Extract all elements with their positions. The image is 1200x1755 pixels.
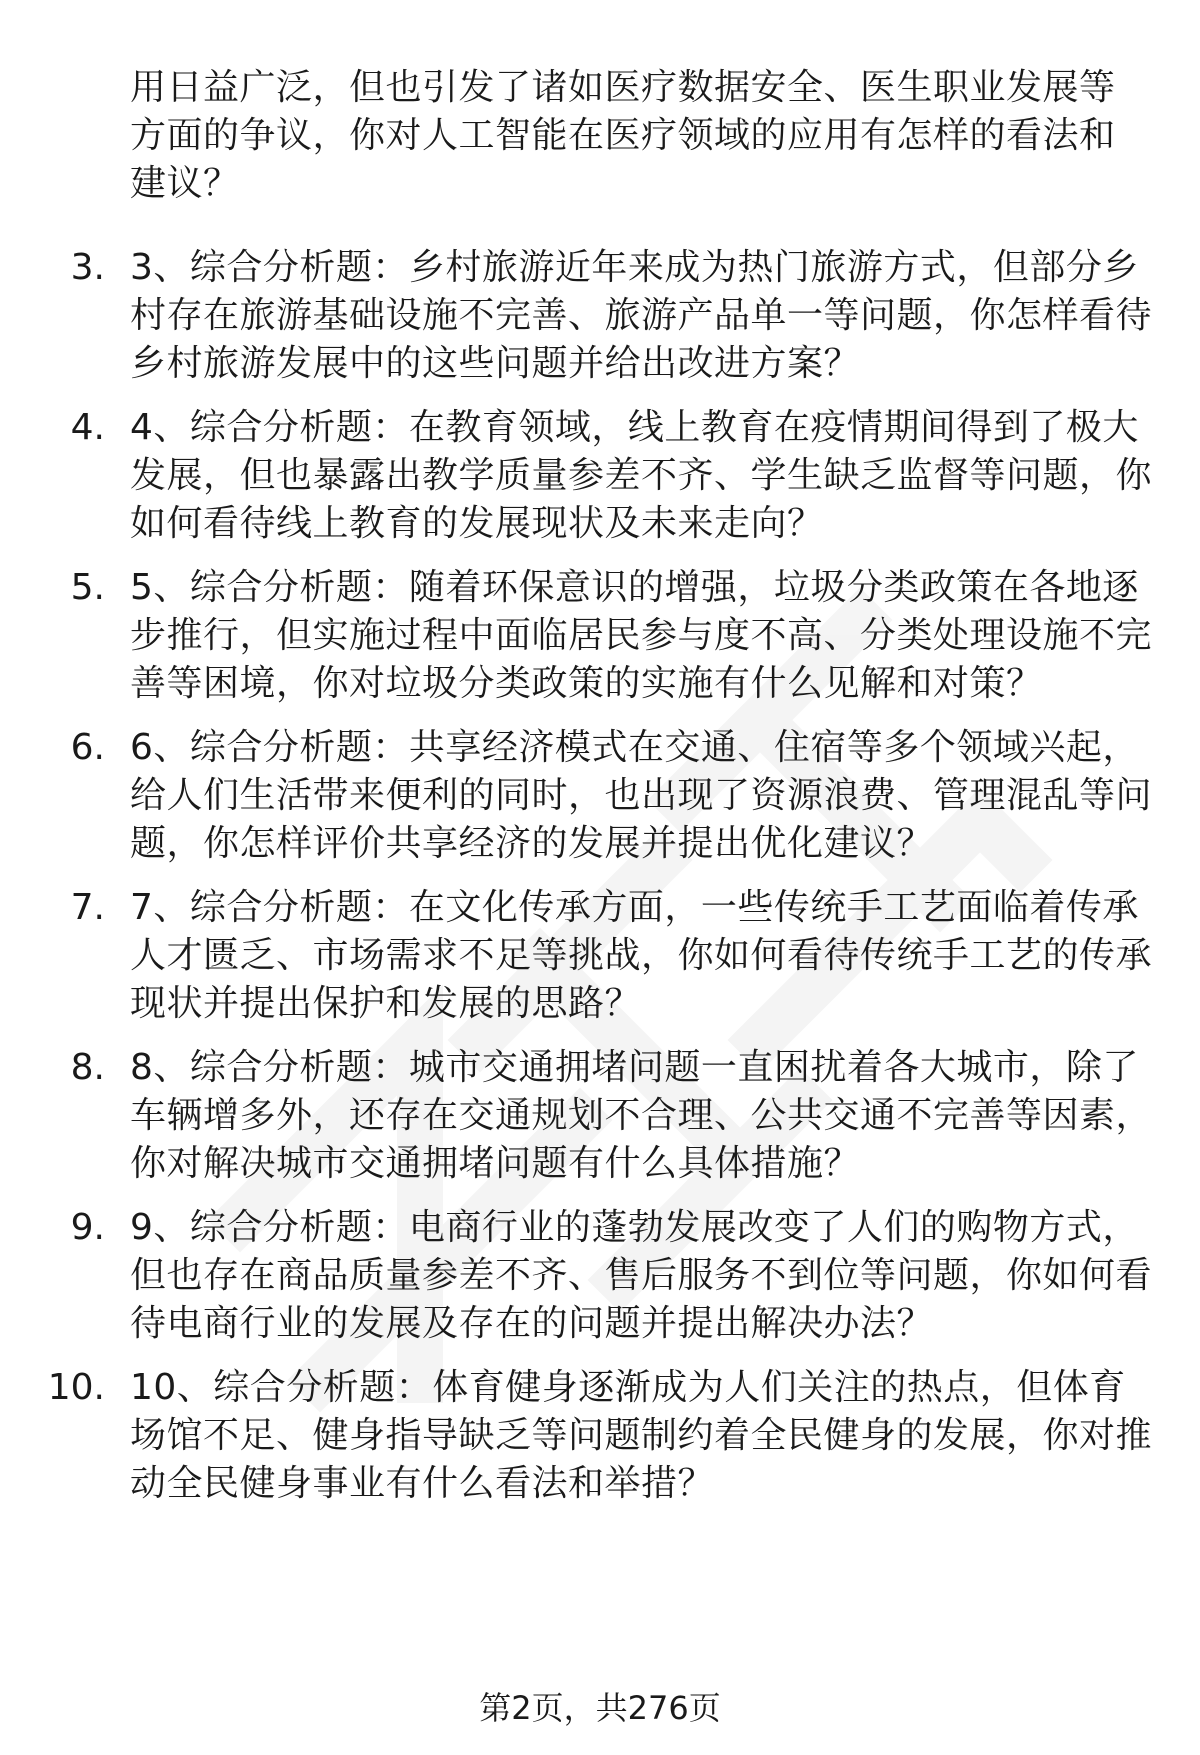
question-number: 10. [47, 1367, 105, 1408]
question-number: 6. [70, 727, 105, 768]
question-number: 7. [70, 887, 105, 928]
question-text: 8、综合分析题：城市交通拥堵问题一直困扰着各大城市，除了车辆增多外，还存在交通规划不合理、公共交通不完善等因素，你对解决城市交通拥堵问题有什么具体措施？ [130, 1047, 1153, 1184]
question-number: 8. [70, 1047, 105, 1088]
question-text: 9、综合分析题：电商行业的蓬勃发展改变了人们的购物方式，但也存在商品质量参差不齐、售后服务不到位等问题，你如何看待电商行业的发展及存在的问题并提出解决办法？ [130, 1207, 1153, 1344]
question-text: 4、综合分析题：在教育领域，线上教育在疫情期间得到了极大发展，但也暴露出教学质量参差不齐、学生缺乏监督等问题，你如何看待线上教育的发展现状及未来走向？ [130, 407, 1153, 544]
previous-question-continuation [130, 64, 1150, 208]
question-text: 6、综合分析题：共享经济模式在交通、住宿等多个领域兴起，给人们生活带来便利的同时，也出现了资源浪费、管理混乱等问题，你怎样评价共享经济的发展并提出优化建议？ [130, 727, 1153, 864]
page-footer [0, 1688, 1200, 1728]
question-number: 9. [70, 1207, 105, 1248]
question-number: 3. [70, 247, 105, 288]
page-number-label: 第2页，共276页 [479, 1689, 721, 1727]
continuation-text: 用日益广泛，但也引发了诸如医疗数据安全、医生职业发展等方面的争议，你对人工智能在医疗领域的应用有怎样的看法和建议？ [130, 67, 1116, 204]
question-number: 5. [70, 567, 105, 608]
question-text: 10、综合分析题：体育健身逐渐成为人们关注的热点，但体育场馆不足、健身指导缺乏等问题制约着全民健身的发展，你对推动全民健身事业有什么看法和举措？ [130, 1367, 1153, 1504]
question-text: 3、综合分析题：乡村旅游近年来成为热门旅游方式，但部分乡村存在旅游基础设施不完善、旅游产品单一等问题，你怎样看待乡村旅游发展中的这些问题并给出改进方案？ [130, 247, 1153, 384]
question-text: 7、综合分析题：在文化传承方面，一些传统手工艺面临着传承人才匮乏、市场需求不足等挑战，你如何看待传统手工艺的传承现状并提出保护和发展的思路？ [130, 887, 1153, 1024]
question-number: 4. [70, 407, 105, 448]
question-text: 5、综合分析题：随着环保意识的增强，垃圾分类政策在各地逐步推行，但实施过程中面临居民参与度不高、分类处理设施不完善等困境，你对垃圾分类政策的实施有什么见解和对策？ [130, 567, 1153, 704]
